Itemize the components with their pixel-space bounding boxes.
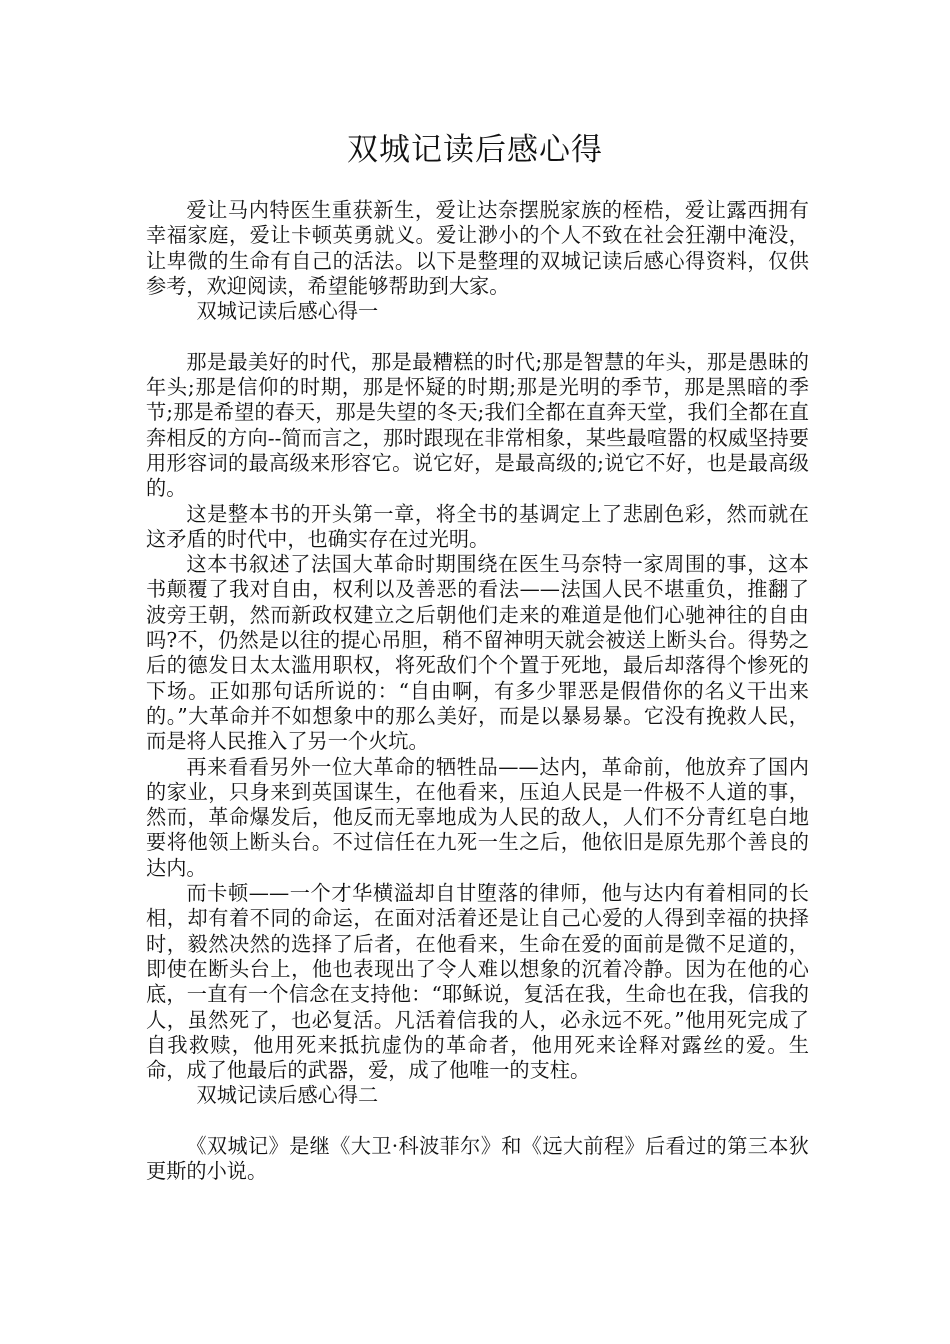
document-body	[146, 198, 809, 1185]
body-paragraph: 再来看看另外一位大革命的牺牲品——达内，革命前，他放弃了国内的家业，只身来到英国谋生，在他看来，压迫人民是一件极不人道的事，然而，革命爆发后，他反而无辜地成为人民的敌人，人们不分青红皂白地要将他领上断头台。不过信任在九死一生之后，他依旧是原先那个善良的达内。	[146, 754, 809, 880]
section-heading-2: 双城记读后感心得二	[196, 1083, 379, 1108]
intro-paragraph: 爱让马内特医生重获新生，爱让达奈摆脱家族的桎梏，爱让露西拥有幸福家庭，爱让卡顿英勇就义。爱让渺小的个人不致在社会狂潮中淹没，让卑微的生命有自己的活法。以下是整理的双城记读后感心得资料，仅供参考，欢迎阅读，希望能够帮助到大家。	[146, 198, 809, 298]
document-title: 双城记读后感心得	[347, 132, 603, 168]
body-paragraph: 而卡顿——一个才华横溢却自甘堕落的律师，他与达内有着相同的长相，却有着不同的命运，在面对活着还是让自己心爱的人得到幸福的抉择时，毅然决然的选择了后者，在他看来，生命在爱的面前是微不足道的，即使在断头台上，他也表现出了令人难以想象的沉着冷静。因为在他的心底，一直有一个信念在支持他：“耶稣说，复活在我，生命也在我，信我的人，虽然死了，也必复活。凡活着信我的人，必永远不死。”他用死完成了自我救赎，他用死来抵抗虚伪的革命者，他用死来诠释对露丝的爱。生命，成了他最后的武器，爱，成了他唯一的支柱。	[146, 881, 809, 1083]
body-paragraph: 这是整本书的开头第一章，将全书的基调定上了悲剧色彩，然而就在这矛盾的时代中，也确实存在过光明。	[146, 501, 809, 551]
section-heading-1: 双城记读后感心得一	[196, 299, 379, 324]
body-paragraph: 《双城记》是继《大卫·科波菲尔》和《远大前程》后看过的第三本狄更斯的小说。	[146, 1133, 809, 1184]
body-paragraph: 那是最美好的时代，那是最糟糕的时代;那是智慧的年头，那是愚昧的年头;那是信仰的时期，那是怀疑的时期;那是光明的季节，那是黑暗的季节;那是希望的春天，那是失望的冬天;我们全都在直奔天堂，我们全都在直奔相反的方向--简而言之，那时跟现在非常相象，某些最喧嚣的权威坚持要用形容词的最高级来形容它。说它好，是最高级的;说它不好，也是最高级的。	[146, 349, 809, 501]
section-spacer	[146, 324, 809, 349]
body-paragraph: 这本书叙述了法国大革命时期围绕在医生马奈特一家周围的事，这本书颠覆了我对自由，权利以及善恶的看法——法国人民不堪重负，推翻了波旁王朝，然而新政权建立之后朝他们走来的难道是他们心驰神往的自由吗?不，仍然是以往的提心吊胆，稍不留神明天就会被送上断头台。得势之后的德发日太太滥用职权，将死敌们个个置于死地，最后却落得个惨死的下场。正如那句话所说的：“自由啊，有多少罪恶是假借你的名义干出来的。”大革命并不如想象中的那么美好，而是以暴易暴。它没有挽救人民，而是将人民推入了另一个火坑。	[146, 552, 809, 754]
section-spacer	[146, 1109, 809, 1134]
